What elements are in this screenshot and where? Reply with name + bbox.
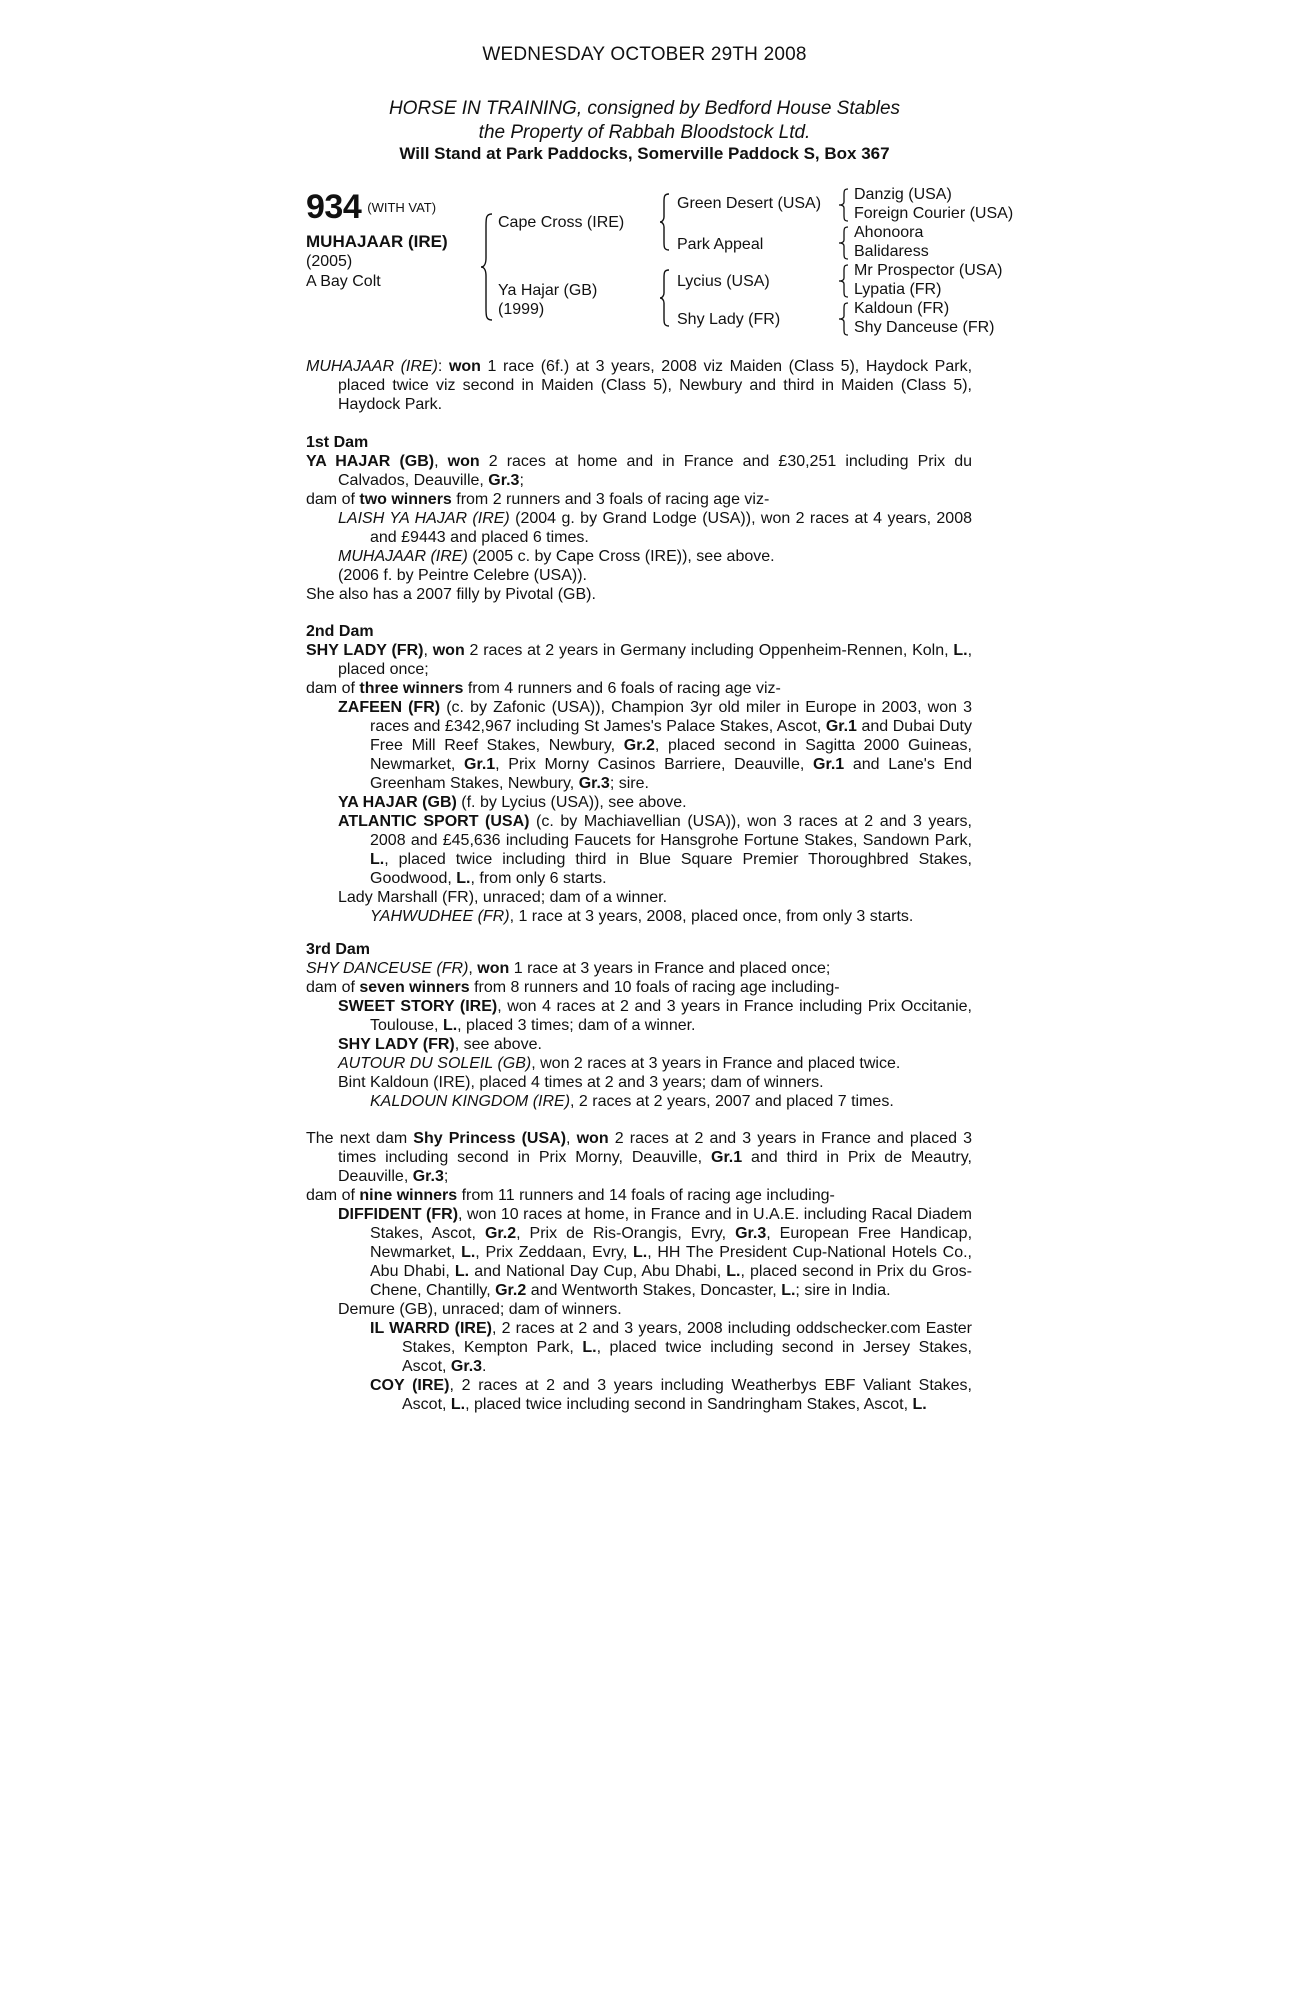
third-dam-section <box>306 940 972 1111</box>
next-dam-won: won <box>576 1130 609 1147</box>
third-dam-produce <box>306 978 972 997</box>
pedigree-dam-year: (1999) <box>498 301 545 318</box>
comma: , <box>434 453 448 470</box>
produce-item <box>306 509 972 547</box>
produce-item: (2006 f. by Peintre Celebre (USA)). <box>338 567 587 584</box>
produce-name: SHY LADY (FR) <box>338 1036 455 1053</box>
first-dam-produce <box>306 490 972 509</box>
first-dam-also: She also has a 2007 filly by Pivotal (GB). <box>306 586 596 603</box>
pedigree-g6: Lypatia (FR) <box>854 281 942 298</box>
next-dam-produce <box>306 1186 972 1205</box>
pedigree-brace-g3 <box>838 263 850 299</box>
horse-description: A Bay Colt <box>306 273 381 290</box>
first-dam-title: 1st Dam <box>306 434 369 451</box>
produce-text: , placed twice including second in Jersey Stakes, Ascot, <box>402 1339 973 1375</box>
first-dam-grade: Gr.3 <box>488 472 520 489</box>
second-dam-won: won <box>432 642 465 659</box>
produce-name: LAISH YA HAJAR (IRE) <box>338 510 510 527</box>
grade-mark: Gr.1 <box>711 1149 743 1166</box>
pedigree-dam-sire: Lycius (USA) <box>677 273 770 290</box>
lot-number: 934 <box>306 188 362 226</box>
produce-text: , 2 races at 2 and 3 years, 2008 including oddschecker.com Easter Stakes, Kempton Park, <box>402 1320 972 1356</box>
pedigree-dam: Ya Hajar (GB) <box>498 282 598 299</box>
second-dam-text: 2 races at 2 years in Germany including Oppenheim-Rennen, Koln, <box>464 642 954 659</box>
produce-item-kaldoun <box>306 1092 972 1111</box>
second-dam-title: 2nd Dam <box>306 623 374 640</box>
race-record-horse: MUHAJAAR (IRE) <box>306 358 438 375</box>
listed-mark: L. <box>442 1017 458 1034</box>
produce-item-autour <box>306 1054 972 1073</box>
first-dam-section <box>306 433 972 604</box>
listed-mark: L. <box>781 1282 796 1299</box>
pedigree-g4: Balidaress <box>854 243 929 260</box>
produce-text: , European Free Handicap, Newmarket, <box>370 1225 973 1261</box>
next-dam-end: ; <box>443 1168 449 1185</box>
listed-mark: L. <box>370 851 385 868</box>
lot-number-block <box>306 188 436 227</box>
pedigree-g7: Kaldoun (FR) <box>854 300 950 317</box>
next-dam-intro: The next dam <box>306 1130 414 1147</box>
winners-count: two winners <box>359 491 452 508</box>
produce-text: , 2 races at 2 years, 2007 and placed 7 times. <box>570 1093 894 1110</box>
produce-name: YAHWUDHEE (FR) <box>370 908 510 925</box>
produce-text: ; sire in India. <box>795 1282 891 1299</box>
third-dam-name: SHY DANCEUSE (FR) <box>306 960 469 977</box>
listed-mark: L. <box>953 642 968 659</box>
foaling-year: (2005) <box>306 253 353 270</box>
produce-text: and Wentworth Stakes, Doncaster, <box>526 1282 782 1299</box>
sale-date: WEDNESDAY OCTOBER 29TH 2008 <box>482 44 807 65</box>
grade-mark: Gr.1 <box>813 756 845 773</box>
pedigree-brace-g2 <box>838 225 850 261</box>
produce-name: ZAFEEN (FR) <box>338 699 441 716</box>
comma: , <box>423 642 433 659</box>
produce-text: (f. by Lycius (USA)), see above. <box>456 794 687 811</box>
produce-text: , placed twice including second in Sandringham Stakes, Ascot, <box>465 1396 913 1413</box>
pedigree-brace-dam <box>659 268 671 328</box>
second-dam-section <box>306 622 972 926</box>
winners-count: seven winners <box>359 979 470 996</box>
grade-mark: Gr.2 <box>495 1282 527 1299</box>
horse-info <box>306 232 448 292</box>
produce-name: MUHAJAAR (IRE) <box>338 548 468 565</box>
grade-mark: Gr.2 <box>623 737 655 754</box>
produce-text: , from only 6 starts. <box>470 870 607 887</box>
race-record <box>306 357 972 414</box>
grade-mark: Gr.3 <box>412 1168 444 1185</box>
dam-of: dam of <box>306 680 360 697</box>
race-record-sep: : <box>437 358 449 375</box>
produce-name: YA HAJAR (GB) <box>338 794 457 811</box>
next-dam-name: Shy Princess (USA) <box>413 1130 567 1147</box>
vat-note: (WITH VAT) <box>367 200 437 215</box>
consignment-line: HORSE IN TRAINING, consigned by Bedford House Stables <box>388 98 901 119</box>
first-dam-won: won <box>447 453 480 470</box>
third-dam-text: 1 race at 3 years in France and placed once; <box>509 960 831 977</box>
produce-text: , Prix de Ris-Orangis, Evry, <box>516 1225 736 1242</box>
produce-text: and Lane's End Greenham Stakes, Newbury, <box>370 756 973 792</box>
produce-item-atlantic <box>306 812 972 888</box>
first-dam-record <box>306 452 972 490</box>
dam-of: dam of <box>306 1187 360 1204</box>
produce-text: , 1 race at 3 years, 2008, placed once, from only 3 starts. <box>509 908 914 925</box>
produce-text: (c. by Zafonic (USA)), Champion 3yr old miler in Europe in 2003, won 3 races and £342,967 including St James's Palace Stakes, Ascot, <box>370 699 972 735</box>
produce-item-diffident <box>306 1205 972 1300</box>
first-dam-name: YA HAJAR (GB) <box>306 453 435 470</box>
produce-summary: from 2 runners and 3 foals of racing age viz- <box>451 491 770 508</box>
next-dam-section <box>306 1129 972 1414</box>
winners-count: nine winners <box>359 1187 458 1204</box>
produce-text: , see above. <box>454 1036 542 1053</box>
pedigree-g8: Shy Danceuse (FR) <box>854 319 995 336</box>
produce-text: , placed twice including third in Blue Square Premier Thoroughbred Stakes, Goodwood, <box>370 851 972 887</box>
produce-text: and Dubai Duty Free Mill Reef Stakes, Newbury, <box>370 718 973 754</box>
produce-item-bint: Bint Kaldoun (IRE), placed 4 times at 2 and 3 years; dam of winners. <box>338 1074 824 1091</box>
produce-name: KALDOUN KINGDOM (IRE) <box>370 1093 571 1110</box>
horse-name: MUHAJAAR (IRE) <box>306 232 448 251</box>
grade-mark: Gr.3 <box>450 1358 483 1375</box>
winners-count: three winners <box>359 680 464 697</box>
produce-text: , HH The President Cup-National Hotels Co., Abu Dhabi, <box>370 1244 972 1280</box>
pedigree-brace-g1 <box>838 187 850 223</box>
produce-summary: from 8 runners and 10 foals of racing age including- <box>469 979 840 996</box>
pedigree-g1: Danzig (USA) <box>854 186 952 203</box>
listed-mark: L. <box>633 1244 648 1261</box>
produce-item-lady: Lady Marshall (FR), unraced; dam of a winner. <box>338 889 668 906</box>
pedigree-dam-dam: Shy Lady (FR) <box>677 311 781 328</box>
produce-item <box>306 547 972 566</box>
produce-name: COY (IRE) <box>370 1377 450 1394</box>
produce-summary: from 11 runners and 14 foals of racing age including- <box>457 1187 835 1204</box>
produce-item-yahwudhee <box>306 907 972 926</box>
produce-text: , placed second in Prix du Gros-Chene, Chantilly, <box>370 1263 973 1299</box>
next-dam-text: and third in Prix de Meautry, Deauville, <box>338 1149 972 1185</box>
produce-text: (2004 g. by Grand Lodge (USA)), won 2 races at 4 years, 2008 and £9443 and placed 6 times. <box>370 510 973 546</box>
second-dam-produce <box>306 679 972 698</box>
pedigree-brace-main <box>480 212 494 322</box>
grade-mark: Gr.2 <box>484 1225 517 1242</box>
produce-text: , placed 3 times; dam of a winner. <box>457 1017 696 1034</box>
produce-item-coy <box>306 1376 972 1414</box>
second-dam-name: SHY LADY (FR) <box>306 642 424 659</box>
produce-text: , Prix Morny Casinos Barriere, Deauville, <box>495 756 814 773</box>
grade-mark: Gr.3 <box>735 1225 767 1242</box>
listed-mark: L. <box>726 1263 741 1280</box>
listed-mark: L. <box>912 1396 927 1413</box>
pedigree-sire-dam: Park Appeal <box>677 236 764 253</box>
produce-item-shylady <box>306 1035 972 1054</box>
produce-text: , won 2 races at 3 years in France and placed twice. <box>531 1055 901 1072</box>
pedigree-g5: Mr Prospector (USA) <box>854 262 1003 279</box>
first-dam-end: ; <box>519 472 524 489</box>
listed-mark: L. <box>461 1244 476 1261</box>
pedigree-brace-sire <box>659 192 671 252</box>
race-record-won: won <box>448 358 481 375</box>
dam-of: dam of <box>306 979 360 996</box>
pedigree-sire: Cape Cross (IRE) <box>498 214 625 231</box>
produce-text: ; sire. <box>609 775 649 792</box>
comma: , <box>468 960 478 977</box>
produce-text: (2005 c. by Cape Cross (IRE)), see above. <box>467 548 775 565</box>
listed-mark: L. <box>456 870 471 887</box>
produce-text: , won 10 races at home, in France and in U.A.E. including Racal Diadem Stakes, Ascot, <box>370 1206 972 1242</box>
produce-item-ilwarrd <box>306 1319 972 1376</box>
race-record-text <box>306 357 972 414</box>
race-record-details: 1 race (6f.) at 3 years, 2008 viz Maiden (Class 5), Haydock Park, placed twice viz second in Maiden (Class 5), Newbury and third in Maiden (Class 5), Haydock Park. <box>338 358 973 413</box>
grade-mark: Gr.1 <box>464 756 496 773</box>
listed-mark: L. <box>454 1263 470 1280</box>
produce-text: , won 4 races at 2 and 3 years in France including Prix Occitanie, Toulouse, <box>370 998 973 1034</box>
grade-mark: Gr.1 <box>825 718 857 735</box>
dam-of: dam of <box>306 491 360 508</box>
comma: , <box>566 1130 577 1147</box>
grade-mark: Gr.3 <box>578 775 610 792</box>
produce-name: AUTOUR DU SOLEIL (GB) <box>338 1055 532 1072</box>
produce-name: IL WARRD (IRE) <box>370 1320 492 1337</box>
second-dam-end: , placed once; <box>338 642 973 678</box>
produce-text: , placed second in Sagitta 2000 Guineas, Newmarket, <box>370 737 972 773</box>
location-line: Will Stand at Park Paddocks, Somerville Paddock S, Box 367 <box>399 144 890 163</box>
pedigree-sire-sire: Green Desert (USA) <box>677 195 822 212</box>
third-dam-title: 3rd Dam <box>306 941 371 958</box>
produce-name: ATLANTIC SPORT (USA) <box>338 813 530 830</box>
third-dam-record <box>306 959 972 978</box>
listed-mark: L. <box>450 1396 466 1413</box>
produce-text: (c. by Machiavellian (USA)), won 3 races at 2 and 3 years, 2008 and £45,636 including Faucets for Hansgrohe Fortune Stakes, Sandown Park, <box>370 813 972 849</box>
produce-text: and National Day Cup, Abu Dhabi, <box>469 1263 727 1280</box>
property-line: the Property of Rabbah Bloodstock Ltd. <box>478 122 811 143</box>
produce-text: , 2 races at 2 and 3 years including Weatherbys EBF Valiant Stakes, Ascot, <box>402 1377 973 1413</box>
first-dam-text: 2 races at home and in France and £30,251 including Prix du Calvados, Deauville, <box>338 453 973 489</box>
produce-name: SWEET STORY (IRE) <box>338 998 498 1015</box>
listed-mark: L. <box>582 1339 597 1356</box>
next-dam-record <box>306 1129 972 1186</box>
produce-summary: from 4 runners and 6 foals of racing age viz- <box>463 680 781 697</box>
second-dam-record <box>306 641 972 679</box>
produce-item-sweet <box>306 997 972 1035</box>
produce-item-demure: Demure (GB), unraced; dam of winners. <box>338 1301 622 1318</box>
pedigree-brace-g4 <box>838 301 850 337</box>
produce-text: . <box>482 1358 487 1375</box>
produce-item-yahajar <box>306 793 972 812</box>
pedigree-g2: Foreign Courier (USA) <box>854 205 1014 222</box>
produce-item-zafeen <box>306 698 972 793</box>
produce-text: , Prix Zeddaan, Evry, <box>475 1244 633 1261</box>
produce-name: DIFFIDENT (FR) <box>338 1206 459 1223</box>
pedigree-g3: Ahonoora <box>854 224 924 241</box>
third-dam-won: won <box>477 960 510 977</box>
next-dam-text: 2 races at 2 and 3 years in France and placed 3 times including second in Prix Morny, Deauville, <box>338 1130 973 1166</box>
